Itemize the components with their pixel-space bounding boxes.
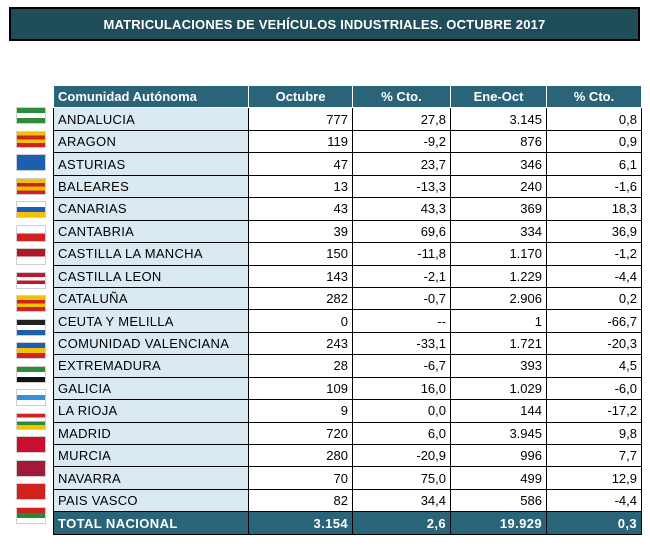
cto-ene-oct-cell: 12,9 (547, 467, 642, 489)
table-row (54, 198, 642, 220)
cto-ene-oct-cell: 9,8 (547, 422, 642, 444)
cto-ene-oct-cell: 0,8 (547, 108, 642, 130)
flag-icon (16, 201, 46, 218)
table-row (54, 489, 642, 511)
cto-octubre-cell: 6,0 (353, 422, 451, 444)
cto-octubre-cell: -6,7 (353, 355, 451, 377)
flag-icon (16, 366, 46, 383)
region-cell: CASTILLA LA MANCHA (54, 243, 249, 265)
region-cell: COMUNIDAD VALENCIANA (54, 332, 249, 354)
ene-oct-cell: 1.721 (451, 332, 547, 354)
region-cell: MADRID (54, 422, 249, 444)
cto-octubre-cell: 43,3 (353, 198, 451, 220)
flag-icon (16, 342, 46, 359)
table-row (54, 377, 642, 399)
ene-oct-cell: 3.145 (451, 108, 547, 130)
flag-icon (16, 154, 46, 171)
header-comunidad: Comunidad Autónoma (54, 86, 249, 108)
cto-octubre-cell: 27,8 (353, 108, 451, 130)
cto-octubre-cell: -20,9 (353, 445, 451, 467)
region-cell: LA RIOJA (54, 400, 249, 422)
region-cell: ANDALUCIA (54, 108, 249, 130)
ene-oct-cell: 2.906 (451, 287, 547, 309)
flag-icon (16, 225, 46, 242)
region-cell: GALICIA (54, 377, 249, 399)
cto-ene-oct-cell: -4,4 (547, 489, 642, 511)
ene-oct-cell: 334 (451, 220, 547, 242)
report-title: MATRICULACIONES DE VEHÍCULOS INDUSTRIALES. OCTUBRE 2017 (9, 7, 640, 41)
cto-octubre-cell: -- (353, 310, 451, 332)
flag-icon (16, 413, 46, 430)
cto-ene-oct-cell: 36,9 (547, 220, 642, 242)
octubre-cell: 9 (249, 400, 353, 422)
cto-octubre-cell: 34,4 (353, 489, 451, 511)
region-cell: NAVARRA (54, 467, 249, 489)
cto-octubre-cell: -9,2 (353, 130, 451, 152)
cto-ene-oct-cell: 4,5 (547, 355, 642, 377)
cto-octubre-cell: -11,8 (353, 243, 451, 265)
header-ene-oct: Ene-Oct (451, 86, 547, 108)
table-row (54, 243, 642, 265)
region-cell: CEUTA Y MELILLA (54, 310, 249, 332)
octubre-cell: 280 (249, 445, 353, 467)
cto-octubre-cell: 0,0 (353, 400, 451, 422)
cto-octubre-cell: 16,0 (353, 377, 451, 399)
cto-ene-oct-cell: 0,2 (547, 287, 642, 309)
region-cell: CATALUÑA (54, 287, 249, 309)
table-row (54, 355, 642, 377)
octubre-cell: 70 (249, 467, 353, 489)
ene-oct-cell: 1.029 (451, 377, 547, 399)
ene-oct-cell: 346 (451, 153, 547, 175)
table-row (54, 467, 642, 489)
ene-oct-cell: 3.945 (451, 422, 547, 444)
region-cell: CANARIAS (54, 198, 249, 220)
table-row (54, 400, 642, 422)
ene-oct-cell: 1 (451, 310, 547, 332)
cto-ene-oct-cell: -20,3 (547, 332, 642, 354)
cto-ene-oct-cell: 0,9 (547, 130, 642, 152)
octubre-cell: 109 (249, 377, 353, 399)
region-cell: ARAGON (54, 130, 249, 152)
total-row (54, 512, 642, 534)
total-cto-ene-oct-cell: 0,3 (547, 512, 642, 534)
region-cell: CASTILLA LEON (54, 265, 249, 287)
region-cell: MURCIA (54, 445, 249, 467)
octubre-cell: 28 (249, 355, 353, 377)
flag-icon (16, 507, 46, 524)
ene-oct-cell: 1.170 (451, 243, 547, 265)
cto-ene-oct-cell: 6,1 (547, 153, 642, 175)
cto-ene-oct-cell: -1,2 (547, 243, 642, 265)
flag-icon (16, 178, 46, 195)
octubre-cell: 0 (249, 310, 353, 332)
cto-ene-oct-cell: -4,4 (547, 265, 642, 287)
table-row (54, 445, 642, 467)
flag-icon (16, 460, 46, 477)
registrations-table (53, 85, 642, 535)
header-cto-octubre: % Cto. (353, 86, 451, 108)
flag-icon (16, 319, 46, 336)
flag-icon (16, 389, 46, 406)
table-row (54, 220, 642, 242)
region-cell: BALEARES (54, 175, 249, 197)
table-row (54, 265, 642, 287)
table-row (54, 175, 642, 197)
region-cell: CANTABRIA (54, 220, 249, 242)
octubre-cell: 13 (249, 175, 353, 197)
ene-oct-cell: 996 (451, 445, 547, 467)
octubre-cell: 243 (249, 332, 353, 354)
cto-octubre-cell: -13,3 (353, 175, 451, 197)
table-row (54, 287, 642, 309)
octubre-cell: 47 (249, 153, 353, 175)
ene-oct-cell: 369 (451, 198, 547, 220)
region-cell: ASTURIAS (54, 153, 249, 175)
octubre-cell: 43 (249, 198, 353, 220)
cto-octubre-cell: 23,7 (353, 153, 451, 175)
cto-octubre-cell: -2,1 (353, 265, 451, 287)
octubre-cell: 39 (249, 220, 353, 242)
octubre-cell: 143 (249, 265, 353, 287)
flag-icon (16, 107, 46, 124)
octubre-cell: 777 (249, 108, 353, 130)
cto-ene-oct-cell: -66,7 (547, 310, 642, 332)
table-row (54, 310, 642, 332)
cto-octubre-cell: -33,1 (353, 332, 451, 354)
octubre-cell: 119 (249, 130, 353, 152)
header-cto-ene-oct: % Cto. (547, 86, 642, 108)
table-header-row (54, 86, 642, 108)
ene-oct-cell: 393 (451, 355, 547, 377)
cto-octubre-cell: 75,0 (353, 467, 451, 489)
octubre-cell: 82 (249, 489, 353, 511)
flag-icon (16, 248, 46, 265)
table-row (54, 153, 642, 175)
ene-oct-cell: 1.229 (451, 265, 547, 287)
total-cto-octubre-cell: 2,6 (353, 512, 451, 534)
ene-oct-cell: 144 (451, 400, 547, 422)
octubre-cell: 150 (249, 243, 353, 265)
table-row (54, 130, 642, 152)
ene-oct-cell: 586 (451, 489, 547, 511)
flag-icon (16, 436, 46, 453)
flag-icon (16, 295, 46, 312)
cto-ene-oct-cell: -6,0 (547, 377, 642, 399)
cto-octubre-cell: 69,6 (353, 220, 451, 242)
table-row (54, 108, 642, 130)
table-row (54, 422, 642, 444)
total-octubre-cell: 3.154 (249, 512, 353, 534)
flag-icon (16, 131, 46, 148)
ene-oct-cell: 240 (451, 175, 547, 197)
table-row (54, 332, 642, 354)
cto-ene-oct-cell: -17,2 (547, 400, 642, 422)
region-cell: EXTREMADURA (54, 355, 249, 377)
region-cell: PAIS VASCO (54, 489, 249, 511)
ene-oct-cell: 876 (451, 130, 547, 152)
total-region-cell: TOTAL NACIONAL (54, 512, 249, 534)
flag-icon (16, 272, 46, 289)
cto-ene-oct-cell: 7,7 (547, 445, 642, 467)
octubre-cell: 282 (249, 287, 353, 309)
flag-icon (16, 483, 46, 500)
cto-ene-oct-cell: -1,6 (547, 175, 642, 197)
octubre-cell: 720 (249, 422, 353, 444)
header-octubre: Octubre (249, 86, 353, 108)
cto-ene-oct-cell: 18,3 (547, 198, 642, 220)
cto-octubre-cell: -0,7 (353, 287, 451, 309)
total-ene-oct-cell: 19.929 (451, 512, 547, 534)
ene-oct-cell: 499 (451, 467, 547, 489)
